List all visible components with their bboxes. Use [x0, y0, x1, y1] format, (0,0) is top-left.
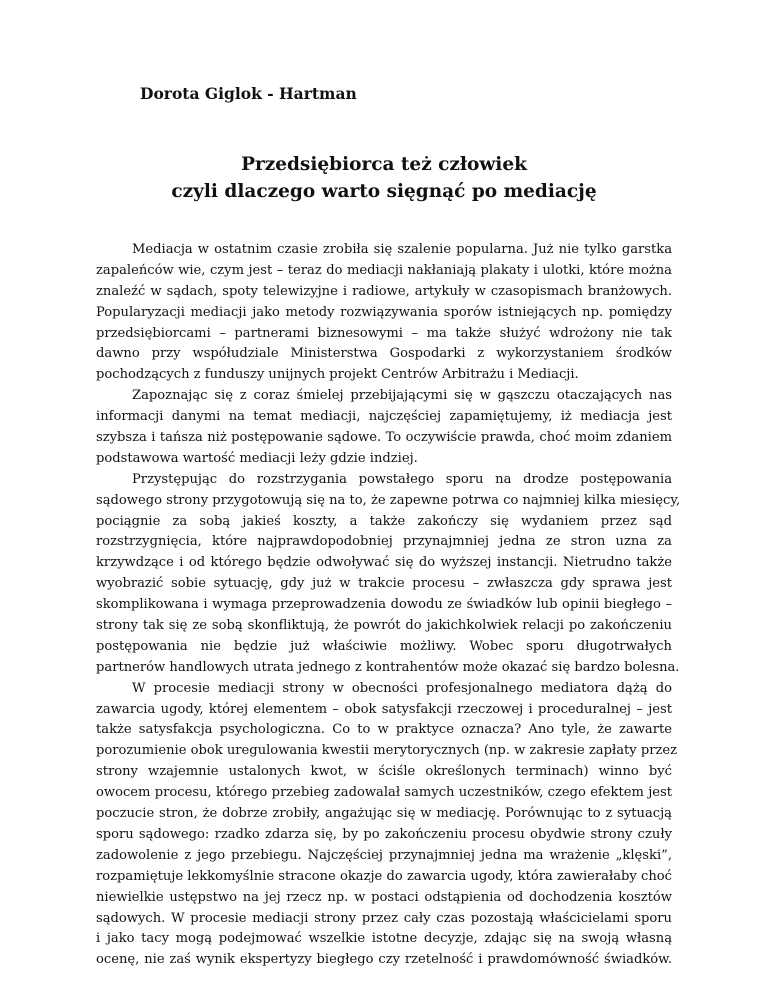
text-line: Popularyzacji mediacji jako metody rozwiązywania sporów istniejących np. pomiędzy — [96, 304, 672, 320]
text-line: Mediacja w ostatnim czasie zrobiła się szalenie popularna. Już nie tylko garstka — [132, 242, 672, 257]
text-line: przedsiębiorcami – partnerami biznesowymi – ma także służyć wdrożony nie tak — [96, 325, 672, 341]
text-line: strony tak się ze sobą skonfliktują, że powrót do jakichkolwiek relacji po zakończeniu — [96, 618, 672, 634]
text-line: rozpamiętuje lekkomyślnie stracone okazje do zawarcia ugody, która zawierałaby choć — [96, 868, 672, 884]
text-line: podstawowa wartość mediacji leży gdzie indziej. — [96, 450, 418, 466]
text-line: zawarcia ugody, której elementem – obok satysfakcji rzeczowej i proceduralnej – jest — [96, 701, 672, 717]
paragraph — [96, 386, 672, 470]
text-line: sporu sądowego: rzadko zdarza się, by po zakończeniu procesu obydwie strony czuły — [96, 826, 672, 842]
text-line: poczucie stron, że dobrze zrobiły, angażując się w mediację. Porównując to z sytuacją — [96, 806, 672, 822]
text-line: partnerów handlowych utrata jednego z kontrahentów może okazać się bardzo bolesna. — [96, 659, 680, 675]
text-line: porozumienie obok uregulowania kwestii merytorycznych (np. w zakresie zapłaty przez — [96, 743, 678, 759]
paragraph — [96, 240, 672, 386]
text-line: zapaleńców wie, czym jest – teraz do mediacji nakłaniają plakaty i ulotki, które można — [96, 262, 672, 278]
text-line: także satysfakcja psychologiczna. Co to w praktyce oznacza? Ano tyle, że zawarte — [96, 722, 672, 738]
text-line: i jako tacy mogą podejmować wszelkie istotne decyzje, zdając się na swoją własną — [96, 931, 672, 947]
text-line: dawno przy współudziale Ministerstwa Gospodarki z wykorzystaniem środków — [96, 346, 672, 362]
text-line: rozstrzygnięcia, które najprawdopodobniej przynajmniej jedna ze stron uzna za — [96, 534, 672, 550]
text-line: skomplikowana i wymaga przeprowadzenia dowodu ze świadków lub opinii biegłego – — [96, 597, 672, 613]
text-line: postępowania nie będzie już właściwie możliwy. Wobec sporu długotrwałych — [96, 638, 672, 654]
text-line: sądowego strony przygotowują się na to, że zapewne potrwa co najmniej kilka miesięcy, — [96, 492, 681, 508]
text-line: ocenę, nie zaś wynik ekspertyzy biegłego czy rzetelność i prawdomówność świadków. — [96, 952, 672, 968]
text-line: pochodzących z funduszy unijnych projekt Centrów Arbitrażu i Mediacji. — [96, 367, 579, 383]
text-line: sądowych. W procesie mediacji strony przez cały czas pozostają właścicielami sporu — [96, 910, 672, 926]
article-title — [100, 151, 668, 205]
text-line: W procesie mediacji strony w obecności profesjonalnego mediatora dążą do — [132, 680, 672, 696]
text-line: Zapoznając się z coraz śmielej przebijającymi się w gąszczu otaczających nas — [132, 388, 672, 404]
paragraph — [96, 470, 681, 679]
article-body — [96, 240, 681, 971]
text-line: strony wzajemnie ustalonych kwot, w ściśle określonych terminach) winno być — [96, 764, 672, 780]
title-line-1: Przedsiębiorca też człowiek — [241, 154, 527, 175]
text-line: informacji danymi na temat mediacji, najczęściej zapamiętujemy, iż mediacja jest — [96, 409, 672, 425]
text-line: Przystępując do rozstrzygania powstałego sporu na drodze postępowania — [132, 471, 672, 487]
text-line: krzywdzące i od którego będzie odwoływać się do wyższej instancji. Nietrudno także — [96, 555, 672, 571]
text-line: niewielkie ustępstwo na jej rzecz np. w postaci odstąpienia od dochodzenia kosztów — [96, 889, 672, 905]
title-line-2: czyli dlaczego warto sięgnąć po mediację — [171, 181, 597, 202]
paragraph — [96, 679, 678, 971]
text-line: pociągnie za sobą jakieś koszty, a także zakończy się wydaniem przez sąd — [96, 513, 672, 529]
text-line: owocem procesu, którego przebieg zadowalał samych uczestników, czego efektem jest — [96, 785, 672, 801]
author-name: Dorota Giglok - Hartman — [140, 84, 357, 103]
text-line: szybsza i tańsza niż postępowanie sądowe. To oczywiście prawda, choć moim zdaniem — [96, 430, 672, 446]
text-line: wyobrazić sobie sytuację, gdy już w trakcie procesu – zwłaszcza gdy sprawa jest — [96, 576, 672, 592]
text-line: zadowolenie z jego przebiegu. Najczęściej przynajmniej jedna ma wrażenie „klęski”, — [96, 847, 672, 863]
text-line: znaleźć w sądach, spoty telewizyjne i radiowe, artykuły w czasopismach branżowych. — [96, 283, 672, 299]
